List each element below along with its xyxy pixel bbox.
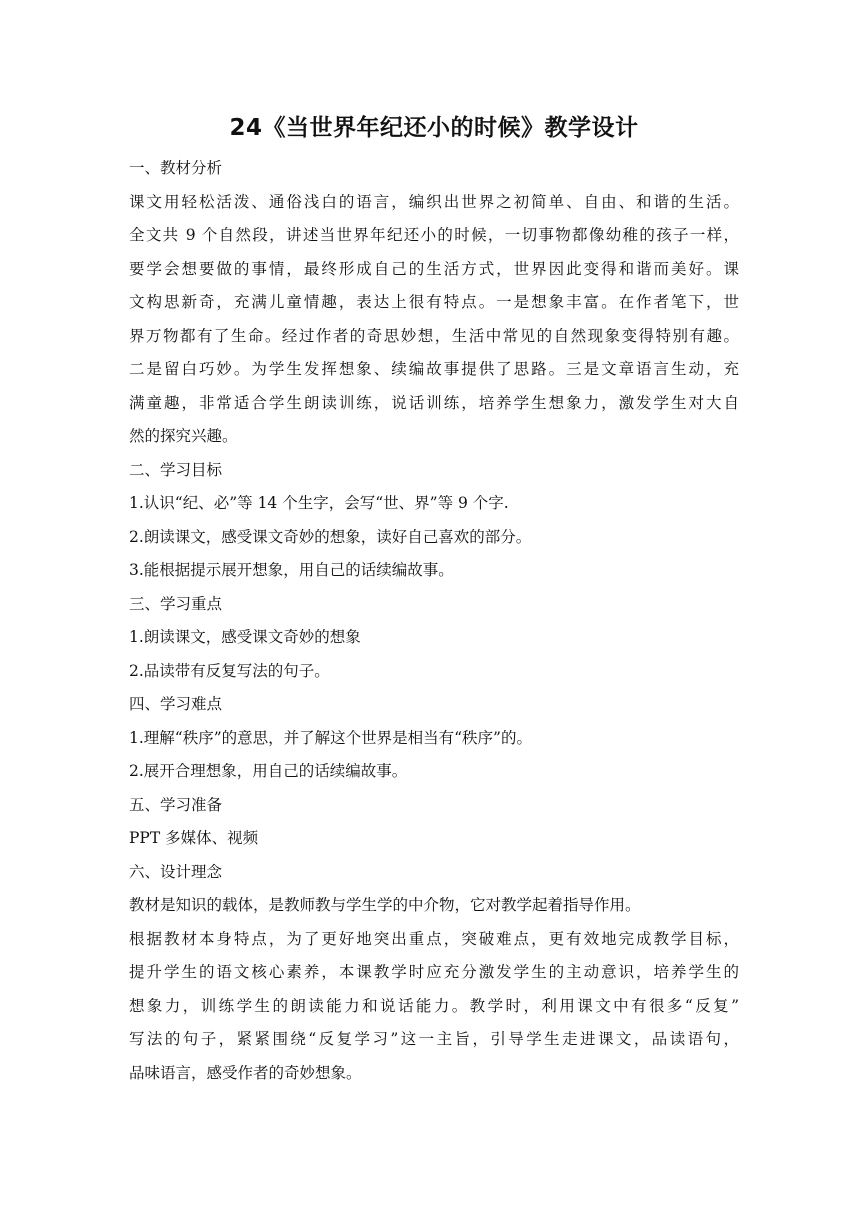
list-item: PPT 多媒体、视频	[129, 829, 259, 847]
section-heading-2: 二、学习目标	[129, 460, 223, 479]
paragraph-line: 然的探究兴趣。	[129, 427, 238, 445]
list-item: 1.朗读课文，感受课文奇妙的想象	[129, 628, 361, 646]
paragraph-line: 根据教材本身特点，为了更好地突出重点，突破难点，更有效地完成教学目标，	[129, 929, 739, 948]
paragraph-line: 写法的句子，紧紧围绕“反复学习”这一主旨，引导学生走进课文，品读语句，	[129, 1030, 739, 1048]
list-item: 2.朗读课文，感受课文奇妙的想象，读好自己喜欢的部分。	[129, 527, 532, 546]
list-item: 教材是知识的载体，是教师教与学生学的中介物，它对教学起着指导作用。	[129, 896, 641, 914]
list-item: 3.能根据提示展开想象，用自己的话续编故事。	[129, 561, 454, 579]
document-title: 24《当世界年纪还小的时候》教学设计	[229, 115, 639, 141]
list-item: 1.认识“纪、必”等 14 个生字，会写“世、界”等 9 个字.	[129, 494, 509, 512]
section-heading-1: 一、教材分析	[129, 159, 223, 177]
paragraph-line: 想象力，训练学生的朗读能力和说话能力。教学时，利用课文中有很多“反复”	[129, 996, 739, 1015]
paragraph-line: 全文共 9 个自然段，讲述当世界年纪还小的时候，一切事物都像幼稚的孩子一样，	[129, 226, 739, 244]
paragraph-line: 品味语言，感受作者的奇妙想象。	[129, 1063, 362, 1082]
paragraph-line: 界万物都有了生命。经过作者的奇思妙想，生活中常见的自然现象变得特别有趣。	[129, 326, 739, 345]
paragraph-line: 满童趣，非常适合学生朗读训练，说话训练，培养学生想象力，激发学生对大自	[129, 393, 739, 412]
paragraph-line: 课文用轻松活泼、通俗浅白的语言，编织出世界之初简单、自由、和谐的生活。	[129, 192, 739, 211]
section-heading-5: 五、学习准备	[129, 795, 223, 814]
paragraph-line: 二是留白巧妙。为学生发挥想象、续编故事提供了思路。三是文章语言生动，充	[129, 360, 739, 378]
section-heading-3: 三、学习重点	[129, 594, 223, 613]
paragraph-line: 要学会想要做的事情，最终形成自己的生活方式，世界因此变得和谐而美好。课	[129, 259, 739, 278]
list-item: 1.理解“秩序”的意思，并了解这个世界是相当有“秩序”的。	[129, 728, 532, 747]
list-item: 2.品读带有反复写法的句子。	[129, 661, 330, 680]
section-heading-6: 六、设计理念	[129, 862, 223, 881]
list-item: 2.展开合理想象，用自己的话续编故事。	[129, 762, 408, 780]
section-heading-4: 四、学习难点	[129, 695, 223, 713]
paragraph-line: 文构思新奇，充满儿童情趣，表达上很有特点。一是想象丰富。在作者笔下，世	[129, 293, 739, 311]
document-page	[129, 112, 739, 1090]
paragraph-line: 提升学生的语文核心素养，本课教学时应充分激发学生的主动意识，培养学生的	[129, 963, 739, 981]
